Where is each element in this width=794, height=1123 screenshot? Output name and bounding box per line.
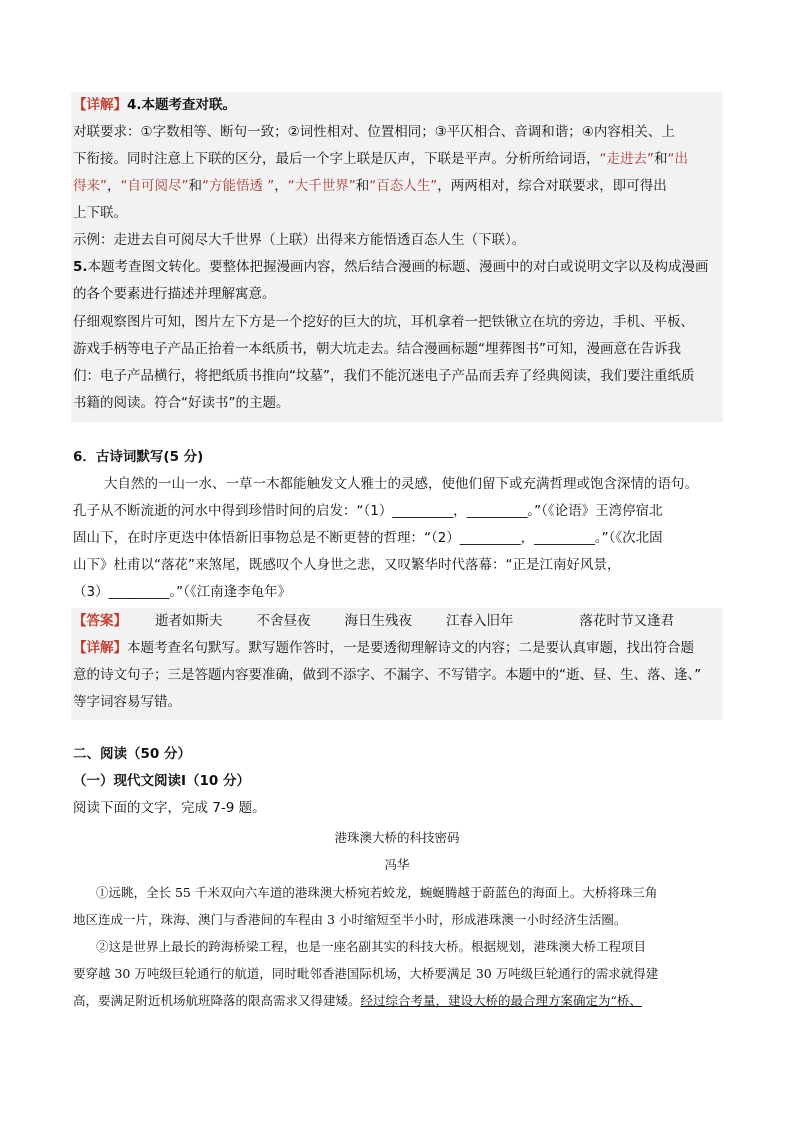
question-number: 5. — [73, 259, 88, 275]
answer-item: 不舍昼夜 — [256, 613, 311, 629]
section2-instruction: 阅读下面的文字，完成 7-9 题。 — [73, 800, 266, 816]
text-span: 下衔接。同时注意上下联的区分，最后一个字上联是仄声，下联是平声。分析所给词语， — [73, 151, 600, 167]
article-p1-line2: 地区连成一片，珠海、澳门与香港间的车程由 3 小时缩短至半小时，形成港珠澳一小时经济生活圈。 — [73, 912, 627, 927]
detail5-line4: 游戏手柄等电子产品正抬着一本纸质书，朝大坑走去。结合漫画标题“埋葬图书”可知，漫画意在告诉我 — [73, 341, 681, 357]
detail5-line1 — [73, 258, 709, 276]
answer-item: 海日生残夜 — [344, 613, 412, 629]
detail-tag: 【详解】 — [73, 640, 127, 656]
underlined-sentence: 经过综合考量，建设大桥的最合理方案确定为“桥、 — [360, 993, 642, 1008]
answer-item: 落花时节又逢君 — [579, 613, 674, 629]
article-p2-line1: ②这是世界上最长的跨海桥梁工程，也是一座名副其实的科技大桥。根据规划，港珠澳大桥工程项目 — [96, 939, 647, 954]
detail4-heading — [73, 96, 236, 114]
text-span: 和 — [654, 151, 668, 167]
question6-line4: 山下》杜甫以“落花”来煞尾，既感叹个人身世之悲，又叹繁华时代落幕：“正是江南好风景， — [73, 557, 621, 573]
text-span: 本题考查名句默写。默写题作答时，一是要透彻理解诗文的内容；二是要认真审题，找出符合题 — [127, 640, 694, 656]
text-span: 和 — [355, 178, 370, 194]
highlight-phrase: “百态人生” — [369, 178, 438, 194]
question6-line3: 固山下，在时序更迭中体悟新旧事物总是不断更替的哲理：“（2）_________，_________。”（《次北固 — [73, 530, 663, 546]
article-p1-line1: ①远眺，全长 55 千米双向六车道的港珠澳大桥宛若蛟龙，蜿蜒腾越于蔚蓝色的海面上。大桥将珠三角 — [96, 885, 658, 900]
highlight-phrase: “走进去” — [599, 151, 654, 167]
detail5-line6: 书籍的阅读。符合“好读书”的主题。 — [73, 395, 290, 411]
answer-tag: 【答案】 — [73, 613, 127, 629]
text-span: 高，要满足附近机场航班降落的限高需求又得建矮。 — [73, 993, 361, 1008]
answer6-detail-line1 — [73, 639, 694, 657]
section2-title: 二、阅读（50 分） — [73, 746, 191, 762]
highlight-phrase: “出 — [667, 151, 688, 167]
text-span: 本题考查图文转化。要整体把握漫画内容，然后结合漫画的标题、漫画中的对白或说明文字以及构成漫画 — [87, 259, 709, 275]
detail4-line3 — [73, 150, 688, 168]
text-span: ， — [107, 178, 121, 194]
detail5-line2: 的各个要素进行描述并理解寓意。 — [73, 286, 276, 302]
question6-line1: 大自然的一山一水、一草一木都能触发文人雅士的灵感，使他们留下或充满哲理或饱含深情的语句。 — [104, 476, 698, 492]
question6-line5: （3）_________。”（《江南逢李龟年》 — [73, 584, 292, 600]
detail4-line5: 上下联。 — [73, 205, 127, 221]
detail5-line3: 仔细观察图片可知，图片左下方是一个挖好的巨大的坑，耳机拿着一把铁锹立在坑的旁边，手机、平板、 — [73, 314, 694, 330]
highlight-phrase: “大千世界” — [287, 178, 356, 194]
highlight-phrase: “方能悟透 ” — [202, 178, 275, 194]
detail4-line4 — [73, 177, 667, 195]
detail4-title: 4.本题考查对联。 — [127, 97, 237, 113]
answer6-line — [73, 612, 674, 630]
article-p2-line3 — [73, 992, 642, 1010]
detail4-example: 示例：走进去自可阅尽大千世界（上联）出得来方能悟透百态人生（下联）。 — [73, 232, 526, 248]
answer-item: 江春入旧年 — [446, 613, 514, 629]
article-p2-line2: 要穿越 30 万吨级巨轮通行的航道，同时毗邻香港国际机场，大桥要满足 30 万吨级巨轮通行的需求就得建 — [73, 966, 659, 981]
detail4-line2: 对联要求：①字数相等、断句一致；②词性相对、位置相同；③平仄相合、音调和谐；④内容相关、上 — [73, 124, 675, 140]
question6-line2: 孔子从不断流逝的河水中得到珍惜时间的启发：“（1）_________，_________。”（《论语》王湾停宿北 — [73, 503, 663, 519]
answer6-detail-line3: 等字词容易写错。 — [73, 694, 181, 710]
answer6-detail-line2: 意的诗文句子；三是答题内容要准确，做到不添字、不漏字、不写错字。本题中的“逝、昼、生、落、逢、” — [73, 667, 702, 683]
article-author: 冯华 — [384, 857, 410, 872]
detail5-line5: 们：电子产品横行，将把纸质书推向“坟墓”，我们不能沉迷电子产品而丢弃了经典阅读，我们要注重纸质 — [73, 368, 695, 384]
text-span: ，两两相对，综合对联要求，即可得出 — [437, 178, 667, 194]
detail-tag: 【详解】 — [73, 97, 127, 113]
article-title: 港珠澳大桥的科技密码 — [334, 830, 460, 845]
answer-item: 逝者如斯夫 — [155, 613, 223, 629]
section2-subtitle: （一）现代文阅读Ⅰ（10 分） — [73, 773, 251, 789]
text-span: 和 — [188, 178, 202, 194]
text-span: ， — [274, 178, 288, 194]
highlight-phrase: “自可阅尽” — [120, 178, 189, 194]
question6-title: 6．古诗词默写(5 分) — [73, 449, 204, 465]
highlight-phrase: 得来” — [73, 178, 107, 194]
